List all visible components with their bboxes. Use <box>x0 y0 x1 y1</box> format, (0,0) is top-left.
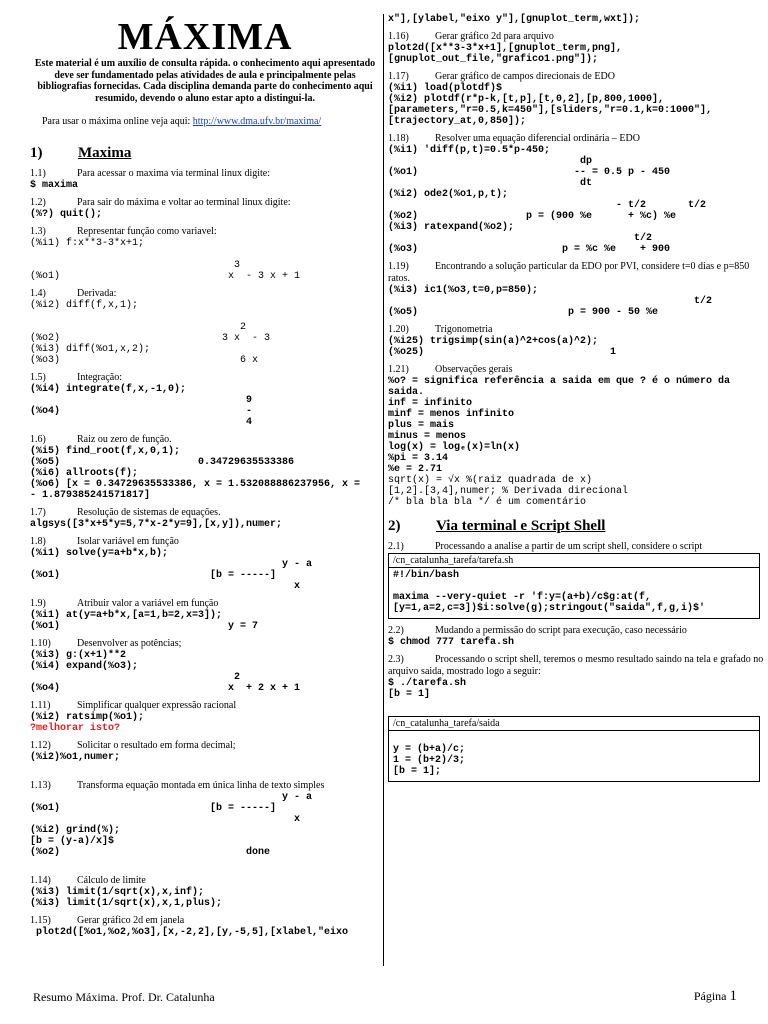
item-1-3 <box>30 226 380 282</box>
right-column <box>388 14 766 782</box>
code-line: (%i4) expand(%o3); <box>30 661 139 672</box>
code-line: (%i25) trigsimp(sin(a)^2+cos(a)^2); <box>388 336 599 347</box>
left-items <box>30 168 380 938</box>
code-line: plot2d([x**3-3*x+1],[gnuplot_term,png], <box>388 43 623 54</box>
code-line: (%i1) f:x**3-3*x+1; <box>30 238 145 249</box>
code-line: (%i1) 'diff(p,t)=0.5*p-450; <box>388 145 551 156</box>
code-line: [gnuplot_out_file,"grafico1.png"]); <box>388 54 599 65</box>
script-box-path: /cn_catalunha_tarefa/tarefa.sh <box>389 554 759 568</box>
item-heading <box>30 507 380 519</box>
item-number: 1.11) <box>30 700 51 711</box>
code-line: (%i3) ic1(%o3,t=0,p=850); <box>388 285 539 296</box>
code-line: - t/2 t/2 <box>388 200 707 211</box>
item-heading <box>30 598 380 610</box>
item-1-7 <box>30 507 380 530</box>
footer-text: Resumo Máxima. Prof. Dr. Catalunha <box>33 990 215 1004</box>
item-number: 1.8) <box>30 536 46 547</box>
output-box-content <box>389 731 759 781</box>
code-line: [trajectory_at,0,850]); <box>388 116 527 127</box>
item-title: Integração: <box>77 372 122 383</box>
item-heading <box>388 261 766 285</box>
output-box-path: /cn_catalunha_tarefa/saida <box>389 717 759 731</box>
code-line: t/2 <box>388 233 653 244</box>
section-1-number: 1) <box>30 145 43 161</box>
code-line: (%i2) grind(%); <box>30 825 121 836</box>
item-1-12 <box>30 740 380 774</box>
item-number: 1.5) <box>30 372 46 383</box>
item-1-21 <box>388 364 766 508</box>
continued-code-line: x"],[ylabel,"eixo y"],[gnuplot_term,wxt]); <box>388 14 641 25</box>
code-line: minf = menos infinito <box>388 409 515 420</box>
item-1-8 <box>30 536 380 592</box>
code-line: (%o2) 3 x - 3 <box>30 333 271 344</box>
left-column <box>30 14 380 938</box>
item-title: Gerar gráfico de campos direcionais de EDO <box>435 71 615 82</box>
item-number: 1.19) <box>388 261 409 272</box>
section-1-title: Maxima <box>78 145 132 161</box>
code-line: (%o4) x + 2 x + 1 <box>30 683 301 694</box>
item-1-1 <box>30 168 380 191</box>
item-heading <box>30 780 380 792</box>
item-heading <box>30 915 380 927</box>
code-line: y - a <box>30 559 313 570</box>
code-line: (%i3) g:(x+1)**2 <box>30 650 127 661</box>
code-line: (%o1) x - 3 x + 1 <box>30 271 301 282</box>
item-1-19 <box>388 261 766 318</box>
item-title: Cálculo de limite <box>77 875 146 886</box>
code-line <box>30 249 380 260</box>
item-title: Processando o script shell, teremos o mesmo resultado saindo na tela e grafado no arquivo saida, mostrado logo a seguir: <box>388 654 764 677</box>
item-title: Gerar gráfico 2d em janela <box>77 915 185 926</box>
item-number: 1.9) <box>30 598 46 609</box>
item-heading <box>30 740 380 752</box>
item-heading <box>30 536 380 548</box>
item-title: Raiz ou zero de função. <box>77 434 172 445</box>
code-line: [1,2].[3,4],numer; % Derivada direcional <box>388 486 629 497</box>
code-line: dp <box>388 156 593 167</box>
code-line: t/2 <box>388 296 713 307</box>
code-line: - 1.879385241571817] <box>30 490 151 501</box>
script-box <box>388 553 760 619</box>
item-1-11 <box>30 700 380 734</box>
item-number: 2.2) <box>388 625 404 636</box>
item-heading <box>30 875 380 887</box>
code-line: x <box>30 814 301 825</box>
box-line: y = (b+a)/c; <box>393 744 466 755</box>
item-heading <box>388 71 766 83</box>
code-line: (%i6) allroots(f); <box>30 468 139 479</box>
code-line: (%i3) ratexpand(%o2); <box>388 222 515 233</box>
item-number: 1.4) <box>30 288 46 299</box>
code-line: %e = 2.71 <box>388 464 443 475</box>
code-line: x <box>30 581 301 592</box>
item-2-1 <box>388 541 766 553</box>
code-line: 4 <box>30 417 253 428</box>
code-line: (%o2) done <box>30 847 271 858</box>
item-1-2 <box>30 197 380 220</box>
page-number <box>694 988 737 1005</box>
code-line: (%i2) diff(f,x,1); <box>30 300 139 311</box>
code-line: 2 <box>30 672 241 683</box>
item-1-15 <box>30 915 380 938</box>
item-1-5 <box>30 372 380 428</box>
item-title: Representar função como variavel: <box>77 226 217 237</box>
item-number: 1.10) <box>30 638 51 649</box>
code-line: (%o3) p = %c %e + 900 <box>388 244 671 255</box>
code-line: dt <box>388 178 593 189</box>
code-line: (%o2) p = (900 %e + %c) %e <box>388 211 677 222</box>
code-line <box>30 311 380 322</box>
column-divider <box>383 14 384 966</box>
item-heading <box>30 372 380 384</box>
item-title: Gerar gráfico 2d para arquivo <box>435 31 554 42</box>
code-line: (%i5) find_root(f,x,0,1); <box>30 446 181 457</box>
item-number: 1.20) <box>388 324 409 335</box>
code-line: $ maxima <box>30 180 79 191</box>
output-box <box>388 716 760 782</box>
item-number: 1.17) <box>388 71 409 82</box>
page-number-value: 1 <box>729 988 737 1004</box>
chmod-command: $ chmod 777 tarefa.sh <box>388 637 515 648</box>
code-line: ?melhorar isto? <box>30 723 121 734</box>
item-1-14 <box>30 875 380 909</box>
item-number: 1.21) <box>388 364 409 375</box>
code-line: (%i2)%o1,numer; <box>30 752 121 763</box>
item-heading <box>388 364 766 376</box>
code-line: (%o3) 6 x <box>30 355 259 366</box>
online-note <box>30 116 380 127</box>
item-title: Trigonometria <box>435 324 493 335</box>
item-number: 1.16) <box>388 31 409 42</box>
maxima-online-link[interactable]: http://www.dma.ufv.br/maxima/ <box>192 116 322 127</box>
item-title: Atribuir valor a variável em função <box>77 598 219 609</box>
item-number: 1.13) <box>30 780 51 791</box>
code-line: (%o1) -- = 0.5 p - 450 <box>388 167 671 178</box>
right-items <box>388 31 766 508</box>
item-1-6 <box>30 434 380 501</box>
item-number: 1.18) <box>388 133 409 144</box>
item-number: 2.1) <box>388 541 404 552</box>
item-title: Resolução de sistemas de equações. <box>77 507 221 518</box>
item-1-18 <box>388 133 766 255</box>
code-line: inf = infinito <box>388 398 473 409</box>
item-heading <box>30 700 380 712</box>
code-line: y - a <box>30 792 313 803</box>
code-line: %pi = 3.14 <box>388 453 449 464</box>
code-line: 2 <box>30 322 247 333</box>
code-line: algsys([3*x+5*y=5,7*x-2*y=9],[x,y]),numer; <box>30 519 283 530</box>
item-title: Processando a analise a partir de um script shell, considere o script <box>435 541 703 552</box>
code-line: (%i1) solve(y=a+b*x,b); <box>30 548 169 559</box>
page-label: Página <box>693 989 727 1003</box>
item-title: Transforma equação montada em única linha de texto simples <box>77 780 325 791</box>
code-line: (%o1) [b = -----] <box>30 803 277 814</box>
section-2-number: 2) <box>388 518 401 534</box>
section-1-heading <box>30 145 380 162</box>
run-command: $ ./tarefa.sh <box>388 678 467 689</box>
code-line: (%i4) integrate(f,x,-1,0); <box>30 384 187 395</box>
code-line: (%i1) load(plotdf)$ <box>388 83 503 94</box>
script-box-content <box>389 568 759 618</box>
code-line: (%i3) diff(%o1,x,2); <box>30 344 151 355</box>
code-line <box>30 858 380 869</box>
item-2-3 <box>388 654 766 678</box>
code-line: %o? = significa referência a saida em que ? é o número da <box>388 376 731 387</box>
item-number: 1.6) <box>30 434 46 445</box>
code-line: (%i3) limit(1/sqrt(x),x,1,plus); <box>30 898 223 909</box>
item-heading <box>388 31 766 43</box>
item-title: Solicitar o resultado em forma decimal; <box>77 740 236 751</box>
code-line: (%o5) 0.34729635533386 <box>30 457 295 468</box>
code-line: (%i2) ratsimp(%o1); <box>30 712 145 723</box>
item-title: Para acessar o maxima via terminal linux digite: <box>77 168 270 179</box>
code-line: minus = menos <box>388 431 467 442</box>
item-title: Simplificar qualquer expressão racional <box>77 700 237 711</box>
item-number: 1.15) <box>30 915 51 926</box>
box-line: #!/bin/bash <box>393 570 460 581</box>
code-line: plot2d([%o1,%o2,%o3],[x,-2,2],[y,-5,5],[xlabel,"eixo <box>30 927 349 938</box>
code-line: 9 <box>30 395 253 406</box>
code-line: 3 <box>30 260 241 271</box>
box-line: 1 = (b+2)/3; <box>393 755 466 766</box>
box-line <box>393 733 755 744</box>
intro-paragraph: Este material é um auxílio de consulta rápida. o conhecimento aqui apresentado deve ser fundamentado pelas atividades de aula e principalmente pelas bibliografias fornecidas. Cada disciplina demanda parte do conhecimento aqui resumido, devendo o aluno estar apto a distingui-la. <box>34 58 376 104</box>
code-line: [b = (y-a)/x]$ <box>30 836 115 847</box>
box-line: maxima --very-quiet -r 'f:y=(a+b)/c$g:at(f, <box>393 592 652 603</box>
item-heading <box>388 324 766 336</box>
item-number: 1.1) <box>30 168 46 179</box>
item-heading <box>30 434 380 446</box>
code-line: [parameters,"r=0.5,k=450"],[sliders,"r=0.1,k=0:1000"], <box>388 105 713 116</box>
item-1-4 <box>30 288 380 366</box>
box-line <box>393 581 755 592</box>
online-note-text: Para usar o máxima online veja aqui: <box>42 116 191 127</box>
item-heading <box>30 226 380 238</box>
code-line <box>30 763 380 774</box>
code-line: (%i2) ode2(%o1,p,t); <box>388 189 509 200</box>
item-1-16 <box>388 31 766 65</box>
item-title: Isolar variável em função <box>77 536 179 547</box>
code-line: (%o6) [x = 0.34729635533386, x = 1.532088886237956, x = <box>30 479 361 490</box>
section-2-title: Via terminal e Script Shell <box>436 518 606 534</box>
code-line: (%i1) at(y=a+b*x,[a=1,b=2,x=3]); <box>30 610 223 621</box>
item-heading <box>30 288 380 300</box>
item-title: Observações gerais <box>435 364 513 375</box>
document-title: MÁXIMA <box>117 16 293 58</box>
box-line: [b = 1]; <box>393 766 442 777</box>
code-line: sqrt(x) = √x %(raiz quadrada de x) <box>388 475 593 486</box>
item-heading <box>30 638 380 650</box>
section-2-heading <box>388 518 766 535</box>
item-heading <box>388 133 766 145</box>
run-output: [b = 1] <box>388 689 431 700</box>
code-line: log(x) = logₑ(x)=ln(x) <box>388 442 521 453</box>
item-title: Para sair do máxima e voltar ao terminal linux digite: <box>77 197 291 208</box>
item-title: Derivada: <box>77 288 117 299</box>
item-title: Mudando a permissão do script para execução, caso necessário <box>435 625 687 636</box>
item-number: 1.12) <box>30 740 51 751</box>
item-title: Resolver uma equação diferencial ordinária – EDO <box>435 133 640 144</box>
code-line: (%o1) y = 7 <box>30 621 259 632</box>
code-line: (%i3) limit(1/sqrt(x),x,inf); <box>30 887 205 898</box>
item-number: 1.7) <box>30 507 46 518</box>
code-line: (%i2) plotdf(r*p-k,[t,p],[t,0,2],[p,800,1000], <box>388 94 665 105</box>
item-title: Encontrando a solução particular da EDO por PVI, considere t=0 dias e p=850 ratos. <box>388 261 750 284</box>
code-line: (%o25) 1 <box>388 347 617 358</box>
item-1-20 <box>388 324 766 358</box>
item-2-2 <box>388 625 766 637</box>
code-line: /* bla bla bla */ é um comentário <box>388 497 587 508</box>
item-title: Desenvolver as potências; <box>77 638 182 649</box>
box-line: [y=1,a=2,c=3])$i:solve(g);stringout("saida",f,g,i)$' <box>393 603 706 614</box>
code-line: (%o5) p = 900 - 50 %e <box>388 307 659 318</box>
item-number: 1.3) <box>30 226 46 237</box>
code-line: (%o4) - <box>30 406 253 417</box>
item-number: 1.14) <box>30 875 51 886</box>
item-1-17 <box>388 71 766 127</box>
code-line: saida. <box>388 387 425 398</box>
item-1-13 <box>30 780 380 869</box>
item-1-9 <box>30 598 380 632</box>
code-line: (%?) quit(); <box>30 209 103 220</box>
item-number: 1.2) <box>30 197 46 208</box>
item-heading <box>30 168 380 180</box>
item-heading <box>30 197 380 209</box>
item-number: 2.3) <box>388 654 404 665</box>
item-1-10 <box>30 638 380 694</box>
code-line: (%o1) [b = -----] <box>30 570 277 581</box>
code-line: plus = mais <box>388 420 455 431</box>
